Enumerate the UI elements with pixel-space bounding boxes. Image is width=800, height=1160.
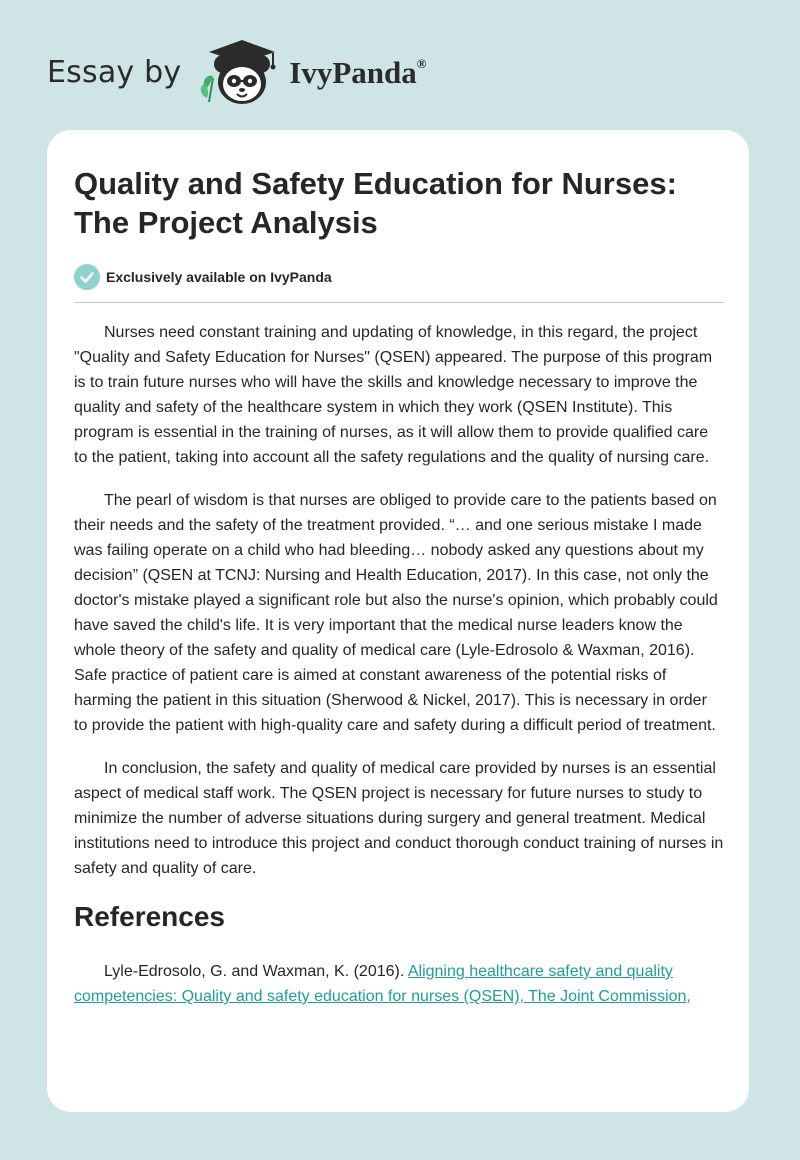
page-title: Quality and Safety Education for Nurses: The Project Analysis: [74, 166, 677, 240]
brand-name-text: IvyPanda: [289, 55, 417, 90]
essay-body: [74, 320, 724, 1009]
brand-name[interactable]: [289, 55, 426, 91]
essay-card: [47, 130, 749, 1112]
paragraph-2: The pearl of wisdom is that nurses are obliged to provide care to the patients based on their needs and the safety of the treatment provided. “… and one serious mistake I made was failing operate on a child who had bleeding… nobody asked any questions about my decision” (QSEN at TCNJ: Nursing and Health Education, 2017). In this case, not only the doctor's mistake played a significant role but also the nurse's opinion, which probably could have saved the child's life. It is very important that the medical nurse leaders know the whole theory of the safety and quality of medical care (Lyle-Edrosolo & Waxman, 2016). Safe practice of patient care is aimed at constant awareness of the potential risks of harming the patient in this situation (Sherwood & Nickel, 2017). This is necessary in order to provide the patient with high-quality care and safety during a difficult period of treatment.: [74, 492, 718, 734]
essay-by-label: Essay by: [47, 54, 182, 90]
check-circle-icon: [74, 264, 100, 290]
references-heading: References: [74, 901, 225, 932]
reference-item: [74, 959, 724, 1009]
registered-mark: ®: [416, 55, 427, 71]
paragraph-1: Nurses need constant training and updating of knowledge, in this regard, the project "Quality and Safety Education for Nurses" (QSEN) appeared. The purpose of this program is to train future nurses who will have the skills and knowledge necessary to improve the quality and safety of the healthcare system in which they work (QSEN Institute). This program is essential in the training of nurses, as it will allow them to provide qualified care to the patient, taking into account all the safety regulations and the quality of nursing care.: [74, 324, 713, 466]
reference-link[interactable]: Aligning healthcare safety and quality competencies: Quality and safety education for nurses (QSEN), The Joint Commission,: [74, 963, 691, 1005]
exclusive-badge: [74, 264, 332, 290]
badge-label: Exclusively available on IvyPanda: [106, 269, 332, 285]
divider: [74, 302, 724, 303]
paragraph-3: In conclusion, the safety and quality of medical care provided by nurses is an essential aspect of medical staff work. The QSEN project is necessary for future nurses to study to minimize the number of adverse situations during surgery and general treatment. Medical institutions need to introduce this project and conduct thorough conduct training of nurses in safety and quality of care.: [74, 760, 724, 877]
site-header: [47, 30, 427, 110]
panda-logo-icon[interactable]: [195, 30, 287, 110]
reference-citation: Lyle-Edrosolo, G. and Waxman, K. (2016).: [104, 963, 408, 980]
